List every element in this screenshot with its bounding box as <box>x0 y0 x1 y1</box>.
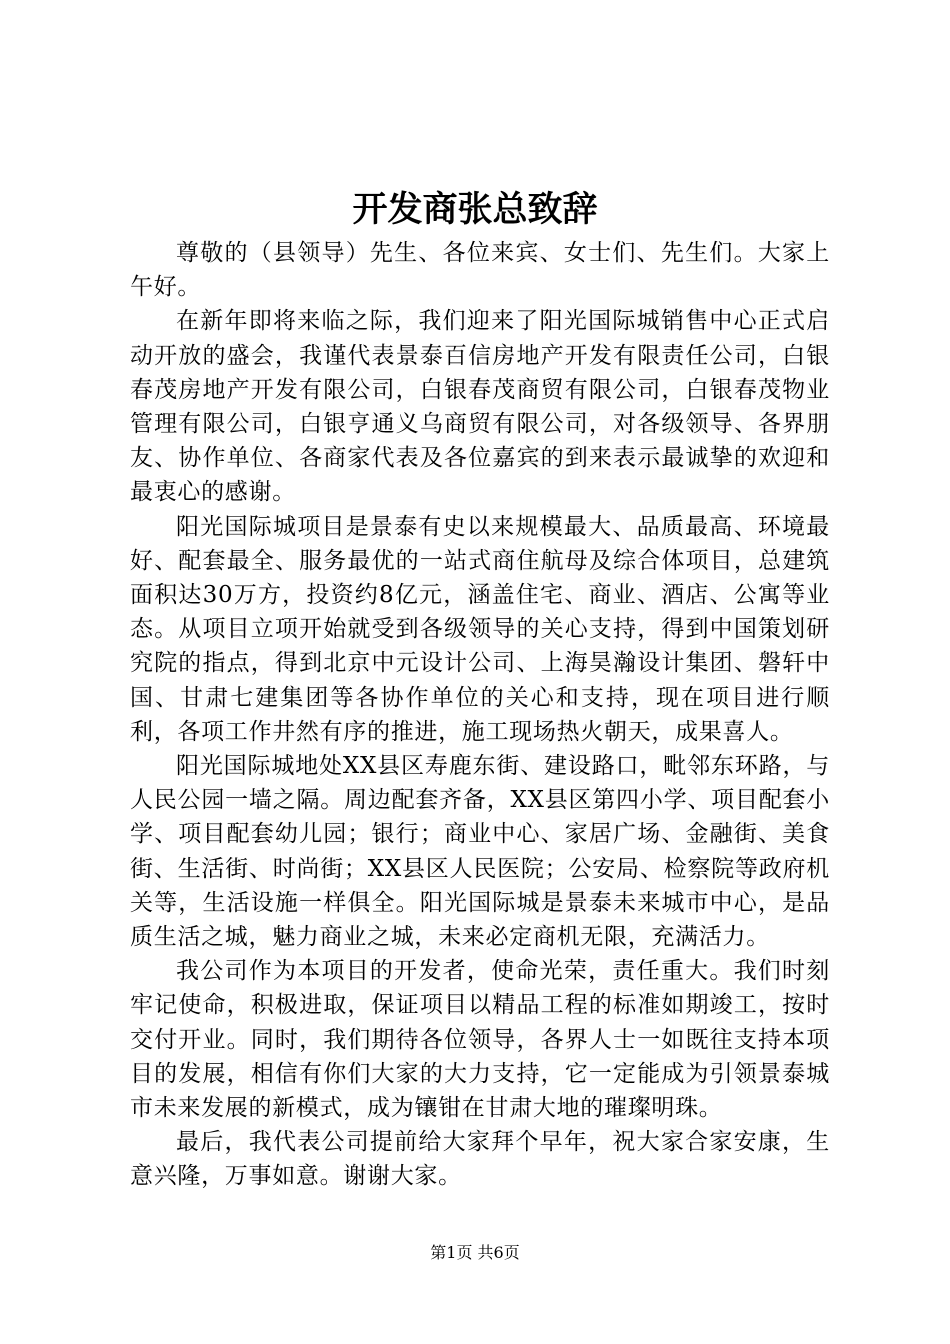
paragraph-greeting: 尊敬的（县领导）先生、各位来宾、女士们、先生们。大家上午好。 <box>130 240 830 301</box>
paragraph-location: 阳光国际城地处XX县区寿鹿东街、建设路口，毗邻东环路，与人民公园一墙之隔。周边配套齐备，XX县区第四小学、项目配套小学、项目配套幼儿园；银行；商业中心、家居广场、金融街、美食街、生活街、时尚街；XX县区人民医院；公安局、检察院等政府机关等，生活设施一样俱全。阳光国际城是景泰未来城市中心，是品质生活之城，魅力商业之城，未来必定商机无限，充满活力。 <box>130 753 830 951</box>
paragraph-welcome: 在新年即将来临之际，我们迎来了阳光国际城销售中心正式启动开放的盛会，我谨代表景泰百信房地产开发有限责任公司，白银春茂房地产开发有限公司，白银春茂商贸有限公司，白银春茂物业管理有限公司，白银亨通义乌商贸有限公司，对各级领导、各界朋友、协作单位、各商家代表及各位嘉宾的到来表示最诚挚的欢迎和最衷心的感谢。 <box>130 308 830 506</box>
document-body <box>130 236 830 1194</box>
paragraph-commitment: 我公司作为本项目的开发者，使命光荣，责任重大。我们时刻牢记使命，积极进取，保证项目以精品工程的标准如期竣工，按时交付开业。同时，我们期待各位领导，各界人士一如既往支持本项目的发展，相信有你们大家的大力支持，它一定能成为引领景泰城市未来发展的新模式，成为镶钳在甘肃大地的璀璨明珠。 <box>130 958 830 1122</box>
paragraph-project-overview: 阳光国际城项目是景泰有史以来规模最大、品质最高、环境最好、配套最全、服务最优的一站式商住航母及综合体项目，总建筑面积达30万方，投资约8亿元，涵盖住宅、商业、酒店、公寓等业态。从项目立项开始就受到各级领导的关心支持，得到中国策划研究院的指点，得到北京中元设计公司、上海昊瀚设计集团、磐轩中国、甘肃七建集团等各协作单位的关心和支持，现在项目进行顺利，各项工作井然有序的推进，施工现场热火朝天，成果喜人。 <box>130 513 830 745</box>
page-number-footer: 第1页 共6页 <box>430 1243 520 1262</box>
document-title: 开发商张总致辞 <box>352 189 598 230</box>
paragraph-closing: 最后，我代表公司提前给大家拜个早年，祝大家合家安康，生意兴隆，万事如意。谢谢大家。 <box>130 1129 830 1190</box>
